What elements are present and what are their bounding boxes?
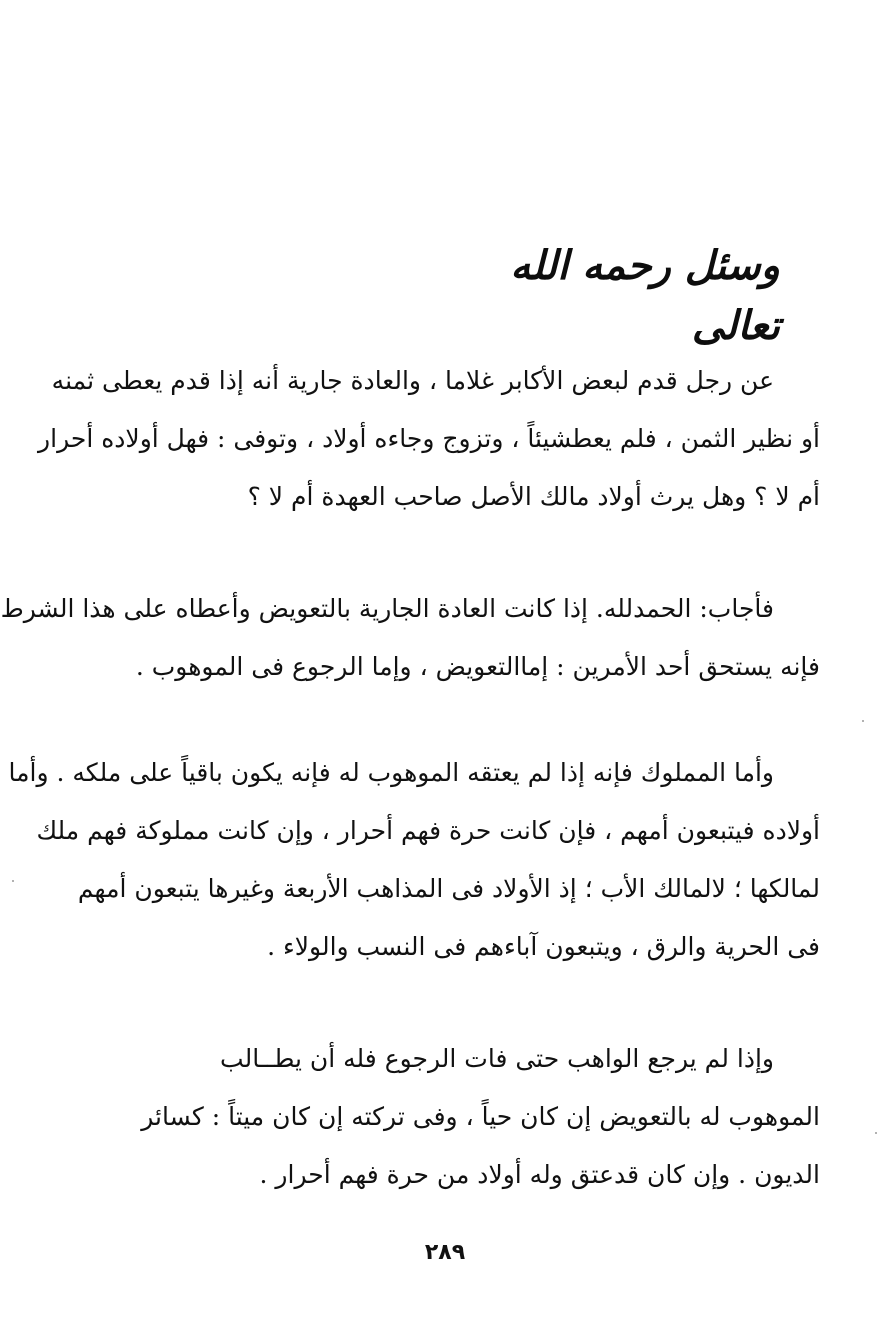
text-line: وإذا لم يرجع الواهب حتى فات الرجوع فله أن يطــالب: [220, 1044, 774, 1073]
question-paragraph: [38, 352, 820, 526]
text-line: فأجاب: الحمدلله. إذا كانت العادة الجارية بالتعويض وأعطاه على هذا الشرط: [0, 594, 774, 623]
slave-ruling-paragraph: [8, 744, 820, 976]
text-line: الموهوب له بالتعويض إن كان حياً ، وفى تركته إن كان ميتاً : كسائر: [141, 1102, 820, 1131]
scan-speck: [875, 1132, 877, 1134]
text-line: فإنه يستحق أحد الأمرين : إماالتعويض ، وإما الرجوع فى الموهوب .: [135, 652, 820, 681]
donor-ruling-paragraph: [100, 1030, 820, 1204]
text-line: فى الحرية والرق ، ويتبعون آباءهم فى النسب والولاء .: [267, 932, 820, 961]
text-line: أولاده فيتبعون أمهم ، فإن كانت حرة فهم أحرار ، وإن كانت مملوكة فهم ملك: [36, 816, 820, 845]
scan-speck: [862, 720, 864, 722]
page-number: ٢٨٩: [424, 1240, 466, 1265]
scan-speck: [12, 880, 14, 882]
text-line: الديون . وإن كان قدعتق وله أولاد من حرة فهم أحرار .: [259, 1160, 820, 1189]
text-line: عن رجل قدم لبعض الأكابر غلاما ، والعادة جارية أنه إذا قدم يعطى ثمنه: [51, 366, 774, 395]
text-line: وأما المملوك فإنه إذا لم يعتقه الموهوب له فإنه يكون باقياً على ملكه . وأما: [8, 758, 774, 787]
answer-paragraph: [0, 580, 820, 696]
text-line: أم لا ؟ وهل يرث أولاد مالك الأصل صاحب العهدة أم لا ؟: [247, 482, 820, 511]
text-line: لمالكها ؛ لالمالك الأب ؛ إذ الأولاد فى المذاهب الأربعة وغيرها يتبعون أمهم: [77, 874, 820, 903]
section-heading: وسئل رحمه الله تعالى: [510, 243, 780, 349]
text-line: أو نظير الثمن ، فلم يعطشيئاً ، وتزوج وجاءه أولاد ، وتوفى : فهل أولاده أحرار: [38, 424, 820, 453]
